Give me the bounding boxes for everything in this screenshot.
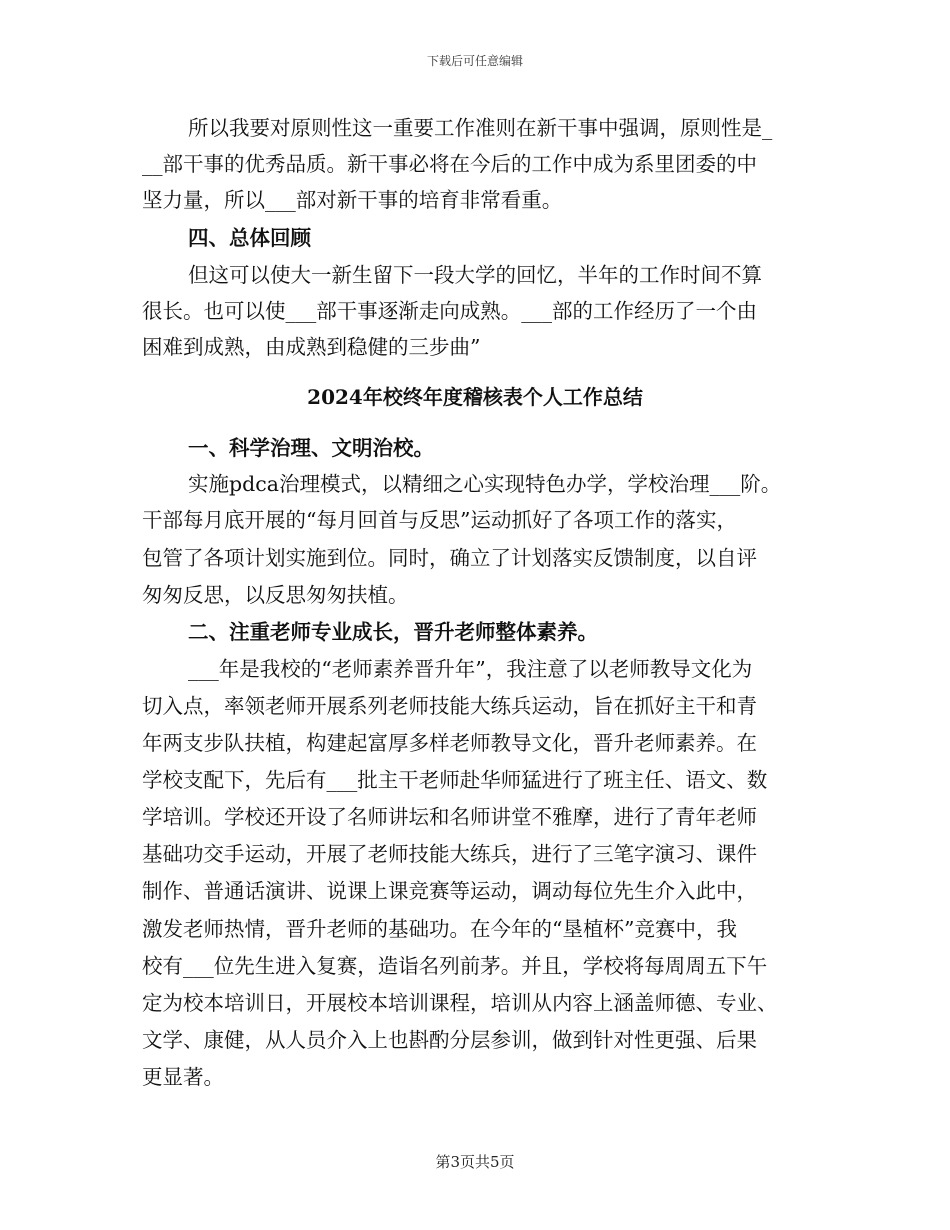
body-line: 包管了各项计划实施到位。同时，确立了计划落实反馈制度，以自评 (142, 546, 757, 570)
body-line: 定为校本培训日，开展校本培训课程，培训从内容上涵盖师德、专业、 (142, 991, 778, 1015)
body-line: 更显著。 (142, 1065, 224, 1089)
body-line: 学校支配下，先后有___批主干老师赴华师猛进行了班主任、语文、数 (142, 768, 768, 792)
body-line: 但这可以使大一新生留下一段大学的回忆，半年的工作时间不算 (188, 263, 762, 287)
document-title: 2024年校终年度稽核表个人工作总结 (307, 385, 643, 409)
body-line: 年两支步队扶植，构建起富厚多样老师教导文化，晋升老师素养。在 (142, 731, 757, 755)
section-heading: 四、总体回顾 (188, 226, 311, 250)
section-heading: 一、科学治理、文明治校。 (188, 436, 434, 460)
body-line: 切入点，率领老师开展系列老师技能大练兵运动，旨在抓好主干和青 (142, 694, 757, 718)
body-line: 坚力量，所以___部对新干事的培育非常看重。 (142, 188, 563, 212)
body-line: 很长。也可以使___部干事逐渐走向成熟。___部的工作经历了一个由 (142, 299, 757, 323)
body-line: 基础功交手运动，开展了老师技能大练兵，进行了三笔字演习、课件 (142, 842, 757, 866)
body-line: __部干事的优秀品质。新干事必将在今后的工作中成为系里团委的中 (142, 152, 757, 176)
body-line: 制作、普通话演讲、说课上课竞赛等运动，调动每位先生介入此中， (142, 879, 757, 903)
body-line: 干部每月底开展的“每月回首与反思”运动抓好了各项工作的落实， (142, 508, 737, 532)
body-line: 激发老师热情，晋升老师的基础功。在今年的“垦植杯”竞赛中，我 (142, 917, 737, 941)
page-header: 下载后可任意编辑 (426, 54, 523, 68)
body-line: 匆匆反思，以反思匆匆扶植。 (142, 583, 409, 607)
body-line: 学培训。学校还开设了名师讲坛和名师讲堂不雅摩，进行了青年老师 (142, 805, 757, 829)
body-line: 所以我要对原则性这一重要工作准则在新干事中强调，原则性是_ (188, 116, 773, 140)
body-line: 困难到成熟，由成熟到稳健的三步曲” (142, 335, 481, 359)
body-line: 校有___位先生进入复赛，造诣名列前茅。并且，学校将每周周五下午 (142, 954, 768, 978)
page-number: 第3页共5页 (435, 1153, 515, 1171)
body-line: 文学、康健，从人员介入上也斟酌分层参训，做到针对性更强、后果 (142, 1028, 757, 1052)
body-line: 实施pdca治理模式，以精细之心实现特色办学，学校治理___阶。 (188, 472, 782, 496)
section-heading: 二、注重老师专业成长，晋升老师整体素养。 (188, 620, 598, 644)
body-line: ___年是我校的“老师素养晋升年”，我注意了以老师教导文化为 (188, 657, 753, 681)
